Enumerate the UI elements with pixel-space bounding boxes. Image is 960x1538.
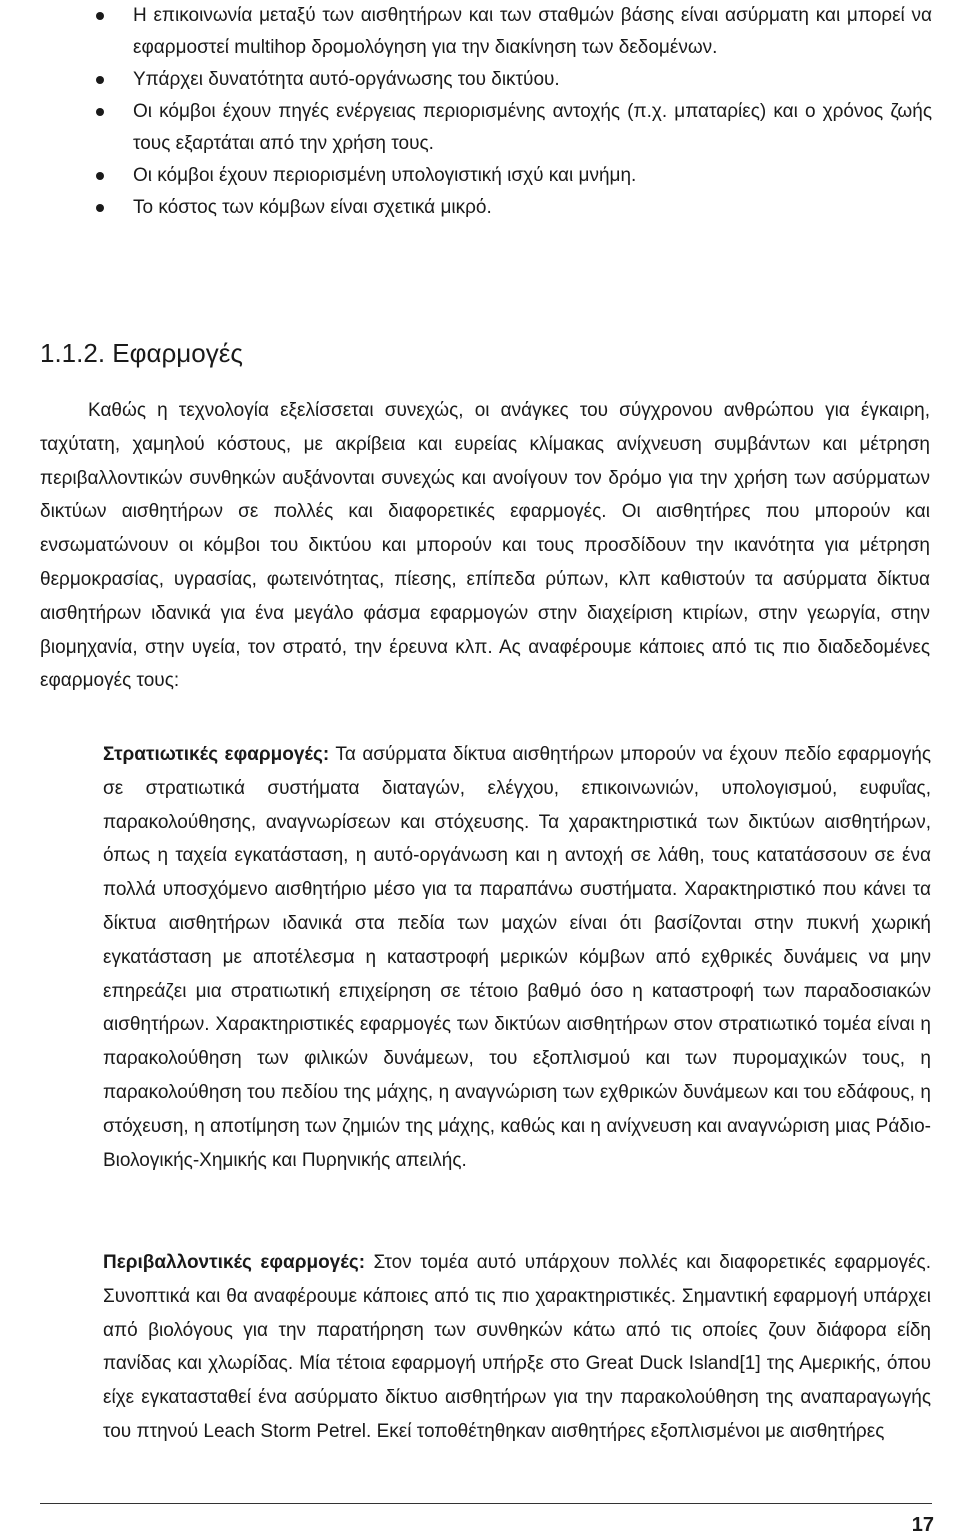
bullet-text: Το κόστος των κόμβων είναι σχετικά μικρό. — [133, 197, 492, 218]
military-applications-text: Τα ασύρματα δίκτυα αισθητήρων μπορούν να έχουν πεδίο εφαρμογής σε στρατιωτικά συστήματα διαταγών, ελέγχου, επικοινωνιών, υπολογισμού, ευφυΐας, παρακολούθησης, αναγνωρίσεων και στόχευσης. Τα χαρακτηριστικά των δικτύων αισθητήρων, όπως η ταχεία εγκατάσταση, η αυτό-οργάνωση και η αντοχή σε λάθη, τους κατατάσσουν σε ένα πολλά υποσχόμενο αισθητήριο μέσο για τα παραπάνω συστήματα. Χαρακτηριστικό που κάνει τα δίκτυα αισθητήρων ιδανικά στα πεδία των μαχών είναι ότι βασίζονται στην πυκνή χωρική εγκατάσταση με αποτέλεσμα η καταστροφή μερικών κόμβων από εχθρικές δυνάμεις να μην επηρεάζει μια στρατιωτική επιχείρηση σε τέτοιο βαθμό όσο η καταστροφή των παραδοσιακών αισθητήρων. Χαρακτηριστικές εφαρμογές των δικτύων αισθητήρων στον στρατιωτικό τομέα είναι η παρακολούθηση των φιλικών δυνάμεων, του εξοπλισμού και των πυρομαχικών τους, η παρακολούθηση του πεδίου της μάχης, η αναγνώριση των εχθρικών δυνάμεων και του εδάφους, η στόχευση, η αποτίμηση των ζημιών της μάχης, καθώς και η ανίχνευση και αναγνώριση μιας Ράδιο-Βιολογικής-Χημικής και Πυρηνικής απειλής. — [103, 744, 931, 1171]
section-heading: 1.1.2. Εφαρμογές — [40, 338, 243, 368]
military-applications-paragraph — [103, 738, 931, 1177]
bullet-item — [0, 0, 960, 64]
bullet-text: Η επικοινωνία μεταξύ των αισθητήρων και των σταθμών βάσης είναι ασύρματη και μπορεί να εφαρμοστεί multihop δρομολόγηση για την διακίνηση των δεδομένων. — [133, 5, 932, 58]
bullet-item — [0, 192, 960, 224]
page-number: 17 — [911, 1514, 934, 1536]
bullet-dot-icon — [96, 108, 104, 116]
bullet-text: Υπάρχει δυνατότητα αυτό-οργάνωσης του δικτύου. — [133, 69, 560, 90]
military-applications-label: Στρατιωτικές εφαρμογές: — [103, 744, 330, 765]
footer-divider — [40, 1503, 932, 1504]
environmental-applications-paragraph — [103, 1246, 931, 1449]
bullet-item — [0, 96, 960, 160]
bullet-item — [0, 64, 960, 96]
intro-paragraph: Καθώς η τεχνολογία εξελίσσεται συνεχώς, οι ανάγκες του σύγχρονου ανθρώπου για έγκαιρη, ταχύτατη, χαμηλού κόστους, με ακρίβεια και ευρείας κλίμακας ανίχνευση συμβάντων και μέτρηση περιβαλλοντικών συνθηκών αυξάνονται συνεχώς και ανοίγουν τον δρόμο για την χρήση των ασύρματων δικτύων αισθητήρων σε πολλές και διαφορετικές εφαρμογές. Οι αισθητήρες που μπορούν και ενσωματώνουν οι κόμβοι του δικτύου και μπορούν και τους προσδίδουν την ικανότητα για μέτρηση θερμοκρασίας, υγρασίας, φωτεινότητας, πίεσης, επίπεδα ρύπων, κλπ καθιστούν τα ασύρματα δίκτυα αισθητήρων ιδανικά για ένα μεγάλο φάσμα εφαρμογών στην διαχείριση κτιρίων, στην γεωργία, στην βιομηχανία, στην υγεία, τον στρατό, την έρευνα κλπ. Ας αναφέρουμε κάποιες από τις πιο διαδεδομένες εφαρμογές τους: — [40, 400, 930, 692]
bullet-dot-icon — [96, 12, 104, 20]
bullet-text: Οι κόμβοι έχουν πηγές ενέργειας περιορισμένης αντοχής (π.χ. μπαταρίες) και ο χρόνος ζωής τους εξαρτάται από την χρήση τους. — [133, 101, 932, 154]
environmental-applications-label: Περιβαλλοντικές εφαρμογές: — [103, 1252, 366, 1273]
bullet-item — [0, 160, 960, 192]
bullet-dot-icon — [96, 204, 104, 212]
environmental-applications-text: Στον τομέα αυτό υπάρχουν πολλές και διαφορετικές εφαρμογές. Συνοπτικά και θα αναφέρουμε κάποιες από τις πιο χαρακτηριστικές. Σημαντική εφαρμογή υπάρχει από βιολόγους για την παρατήρηση των συνθηκών κάτω από τις οποίες ζουν διάφορα είδη πανίδας και χλωρίδας. Μία τέτοια εφαρμογή υπήρξε στο Great Duck Island[1] της Αμερικής, όπου είχε εγκατασταθεί ένα ασύρματο δίκτυο αισθητήρων για την παρακολούθηση της αναπαραγωγής του πτηνού Leach Storm Petrel. Εκεί τοποθέτηθηκαν αισθητήρες εξοπλισμένοι με αισθητήρες — [103, 1252, 931, 1442]
feature-bullet-list — [0, 0, 960, 224]
bullet-dot-icon — [96, 76, 104, 84]
bullet-dot-icon — [96, 172, 104, 180]
bullet-text: Οι κόμβοι έχουν περιορισμένη υπολογιστική ισχύ και μνήμη. — [133, 165, 637, 186]
